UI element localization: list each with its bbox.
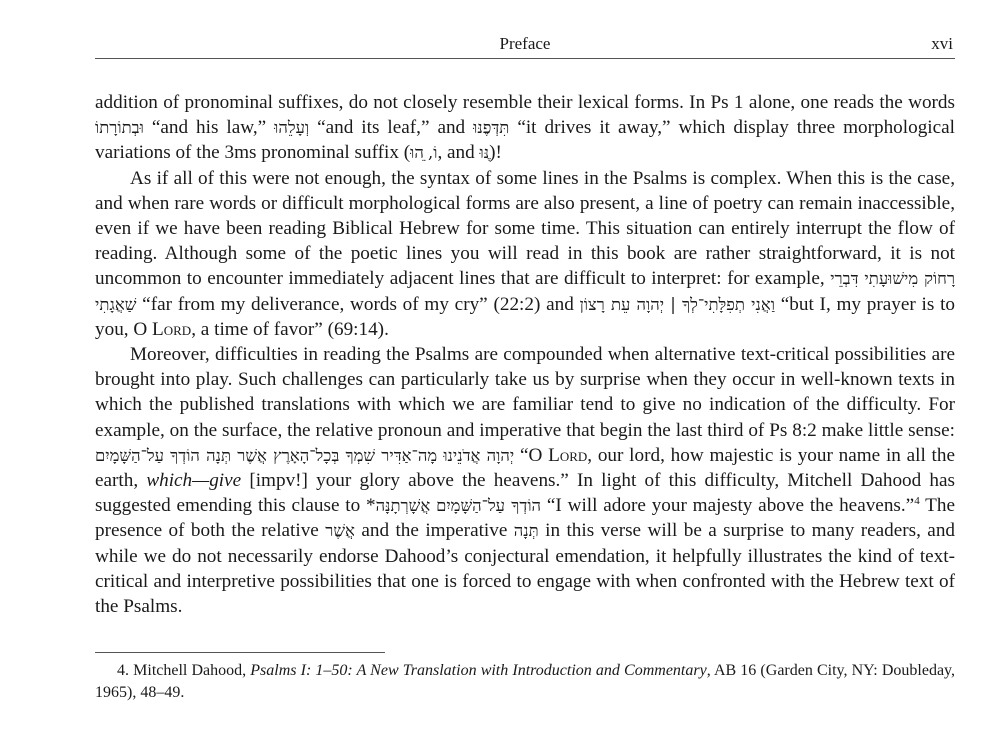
text-run: [impv!] your glory above the heavens.” In light of this difficulty, Mitchell Dahood has suggested emending this clause to * — [95, 470, 955, 517]
text-run: Moreover, difficulties in reading the Psalms are compounded when alternative text-critical possibilities are brought into play. Such challenges can particularly take us by surprise when they occur in well-known texts in which the published translations with which we are familiar tend to give no indication of the difficulty. For example, on the surface, the relative pronoun and imperative that begin the last third of Ps 8:2 make little sense: — [95, 344, 955, 441]
hebrew-suffix: וֹ, ֵהוּ — [410, 143, 438, 163]
header-divider — [95, 58, 955, 59]
text-run: addition of pronominal suffixes, do not closely resemble their lexical forms. In Ps 1 alone, one reads the words — [95, 92, 955, 113]
footnote-book-title: Psalms I: 1–50: A New Translation with Introduction and Commentary — [250, 662, 707, 679]
footnote-divider — [95, 652, 385, 653]
hebrew-word: וְעָלֵהוּ — [274, 118, 310, 138]
hebrew-word: וּבְתוֹרָתוֹ — [95, 118, 144, 138]
text-run: “and his law,” — [143, 117, 275, 139]
hebrew-phrase: וַאֲנִי תְפִלָּתִי־לְךָ | יְהוָה עֵת רָצוֹן — [579, 294, 776, 314]
footnote-number: 4. — [117, 662, 134, 679]
footnote — [95, 660, 955, 704]
text-run: , a time of favor” (69:14). — [191, 318, 389, 340]
body-text — [95, 90, 955, 619]
divine-name: Lord — [548, 444, 588, 466]
divine-name: Lord — [152, 318, 192, 340]
text-run: “but I, my prayer is to you, O — [95, 293, 955, 340]
running-header — [95, 32, 955, 56]
hebrew-verse: יְהוָה אֲדֹנֵינוּ מָה־אַדִּיר שִׁמְךָ בְּכָל־הָאָרֶץ אֲשֶׁר תְּנָה הוֹדְךָ עַל־הַשָּׁמָיִם — [95, 445, 515, 465]
hebrew-phrase: רָחוֹק מִישׁוּעָתִי דִּבְרֵי שַׁאֲגָתִי — [95, 269, 956, 314]
text-run: , and — [437, 142, 480, 164]
footnote-citation: , AB 16 (Garden City, NY: Doubleday, 1965), 48–49. — [95, 662, 956, 701]
paragraph-2 — [95, 166, 955, 342]
text-run: “it drives it away,” which display three morphological variations of the 3ms pronominal suffix ( — [95, 117, 955, 164]
text-run: “I will adore your majesty above the heavens.” — [541, 495, 915, 517]
running-title: Preface — [499, 34, 551, 53]
text-run: “and its leaf,” and — [309, 117, 474, 139]
text-run: “O — [514, 444, 549, 466]
footnote-4 — [95, 660, 955, 704]
text-run: in this verse will be a surprise to many readers, and while we do not necessarily endorse Dahood’s conjectural emendation, it helpfully illustrates the kind of text-critical and interpretive possibilities that one is forced to engage with when confronted with the Hebrew text of the Psalms. — [95, 520, 956, 618]
hebrew-word: אֲשָׁרְתָנָּה — [375, 496, 431, 516]
text-run: The presence of both the relative — [95, 495, 956, 542]
text-run: )! — [489, 142, 502, 164]
hebrew-phrase: הוֹדְךָ עַל־הַשָּׁמָיִם — [436, 496, 542, 516]
italic-text: which—give — [146, 470, 242, 492]
paragraph-3 — [95, 342, 955, 619]
footnote-author: Mitchell Dahood, — [133, 662, 251, 679]
hebrew-word: אֲשֶׁר — [325, 521, 355, 541]
text-run: and the imperative — [354, 520, 514, 542]
page-number: xvi — [931, 34, 953, 53]
paragraph-1 — [95, 90, 955, 166]
hebrew-suffix: ֶנּוּ — [479, 143, 490, 163]
hebrew-word: תִּדְּפֶנּוּ — [473, 118, 510, 138]
hebrew-word: תְּנָה — [513, 521, 539, 541]
text-run: , our lord, how majestic is your name in all the earth, — [95, 444, 956, 492]
text-run: As if all of this were not enough, the syntax of some lines in the Psalms is complex. When this is the case, and when rare words or difficult morphological forms are also present, a line of poetry can remain inaccessible, even if we have been reading Biblical Hebrew for some time. This situation can entirely interrupt the flow of reading. Although some of the poetic lines you will read in this book are rather straightforward, it is not uncommon to encounter immediately adjacent lines that are difficult to interpret: for example, — [95, 167, 955, 290]
text-run: “far from my deliverance, words of my cry” (22:2) and — [136, 293, 580, 315]
footnote-reference[interactable]: 4 — [914, 495, 920, 508]
